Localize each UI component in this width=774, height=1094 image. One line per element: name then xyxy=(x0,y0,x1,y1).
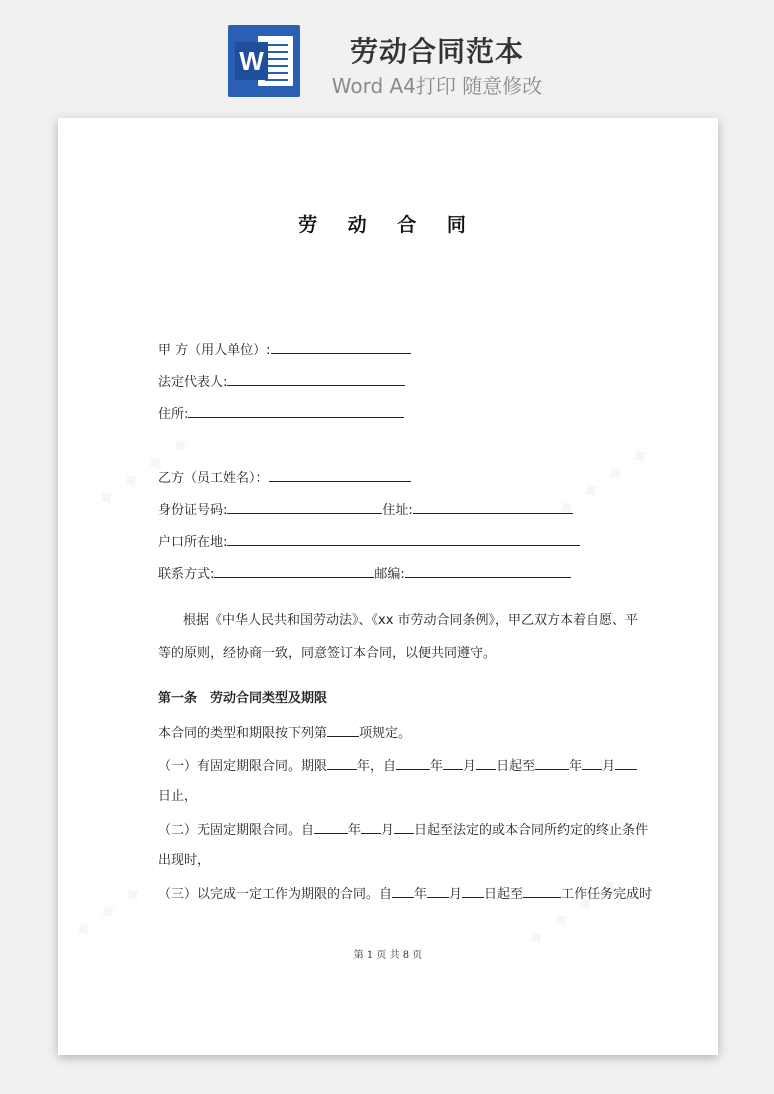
item-1-text: 日起至 xyxy=(496,759,536,774)
intro-text-b: 项规定。 xyxy=(359,726,412,741)
item-3-text: 年 xyxy=(414,887,428,902)
item-1-text: 月 xyxy=(463,759,477,774)
residence-field[interactable] xyxy=(413,500,573,514)
item-2-day-field[interactable] xyxy=(394,820,414,834)
employer-label: 甲 方（用人单位）: xyxy=(158,343,271,358)
item-3-day-field[interactable] xyxy=(462,884,484,898)
item-1-text: 月 xyxy=(602,759,616,774)
address-label: 住所: xyxy=(158,407,189,422)
postcode-field[interactable] xyxy=(405,564,571,578)
employee-label: 乙方（员工姓名）： xyxy=(158,471,269,486)
word-icon xyxy=(228,25,300,97)
representative-line xyxy=(158,372,405,392)
item-2-text: 月 xyxy=(381,823,395,838)
employee-line xyxy=(158,468,411,488)
representative-label: 法定代表人: xyxy=(158,375,228,390)
contact-line xyxy=(158,564,571,584)
item-1-text: （一）有固定期限合同。期限 xyxy=(158,759,328,774)
item-2-line xyxy=(158,820,648,840)
word-letter: W xyxy=(235,42,268,80)
item-3-year-field[interactable] xyxy=(392,884,414,898)
page-number: 第 1 页 共 8 页 xyxy=(353,950,423,961)
banner-subtitle: Word A4打印 随意修改 xyxy=(331,74,543,98)
item-2-month-field[interactable] xyxy=(361,820,381,834)
address-field[interactable] xyxy=(188,404,404,418)
item-1-years-field[interactable] xyxy=(327,756,357,770)
document-page xyxy=(58,118,718,1055)
preamble-line-2: 等的原则，经协商一致，同意签订本合同，以便共同遵守。 xyxy=(158,646,497,661)
item-3-text: 月 xyxy=(449,887,463,902)
hukou-line xyxy=(158,532,580,552)
item-2-text: （二）无固定期限合同。自 xyxy=(158,823,315,838)
banner-title: 劳动合同范本 xyxy=(349,35,524,68)
id-line xyxy=(158,500,573,520)
item-3-text: 日起至 xyxy=(484,887,524,902)
item-1-continuation: 日止， xyxy=(158,789,198,804)
item-2-text: 日起至法定的或本合同所约定的终止条件 xyxy=(414,823,649,838)
item-1-text: 年 xyxy=(569,759,583,774)
item-1-end-year-field[interactable] xyxy=(535,756,569,770)
item-2-year-field[interactable] xyxy=(314,820,348,834)
type-number-field[interactable] xyxy=(327,723,359,737)
item-1-line xyxy=(158,756,637,776)
item-1-end-month-field[interactable] xyxy=(582,756,602,770)
article-1-intro xyxy=(158,723,411,743)
employer-field[interactable] xyxy=(271,340,411,354)
document-title: 劳 动 合 同 xyxy=(298,214,478,236)
residence-label: 住址: xyxy=(382,503,413,518)
id-field[interactable] xyxy=(227,500,382,514)
contact-field[interactable] xyxy=(214,564,374,578)
item-2-continuation: 出现时， xyxy=(158,853,211,868)
item-3-line xyxy=(158,884,652,904)
item-3-text: （三）以完成一定工作为期限的合同。自 xyxy=(158,887,393,902)
intro-text-a: 本合同的类型和期限按下列第 xyxy=(158,726,328,741)
hukou-field[interactable] xyxy=(227,532,580,546)
item-1-start-month-field[interactable] xyxy=(443,756,463,770)
item-3-task-field[interactable] xyxy=(523,884,561,898)
id-label: 身份证号码: xyxy=(158,503,228,518)
item-3-month-field[interactable] xyxy=(427,884,449,898)
representative-field[interactable] xyxy=(227,372,405,386)
watermark xyxy=(520,869,629,958)
item-1-start-year-field[interactable] xyxy=(396,756,430,770)
hukou-label: 户口所在地: xyxy=(158,535,228,550)
preamble-line-1: 根据《中华人民共和国劳动法》、《xx 市劳动合同条例》，甲乙双方本着自愿、平 xyxy=(183,613,639,628)
postcode-label: 邮编: xyxy=(374,567,405,582)
employer-line xyxy=(158,340,411,360)
item-1-end-day-field[interactable] xyxy=(615,756,637,770)
header-banner xyxy=(0,0,774,110)
address-line xyxy=(158,404,404,424)
item-1-start-day-field[interactable] xyxy=(476,756,496,770)
watermark xyxy=(67,877,151,949)
article-1-heading: 第一条 劳动合同类型及期限 xyxy=(158,691,328,706)
item-1-text: 年，自 xyxy=(357,759,397,774)
employee-field[interactable] xyxy=(269,468,411,482)
item-2-text: 年 xyxy=(348,823,362,838)
item-3-text: 工作任务完成时 xyxy=(561,887,653,902)
contact-label: 联系方式: xyxy=(158,567,215,582)
item-1-text: 年 xyxy=(430,759,444,774)
